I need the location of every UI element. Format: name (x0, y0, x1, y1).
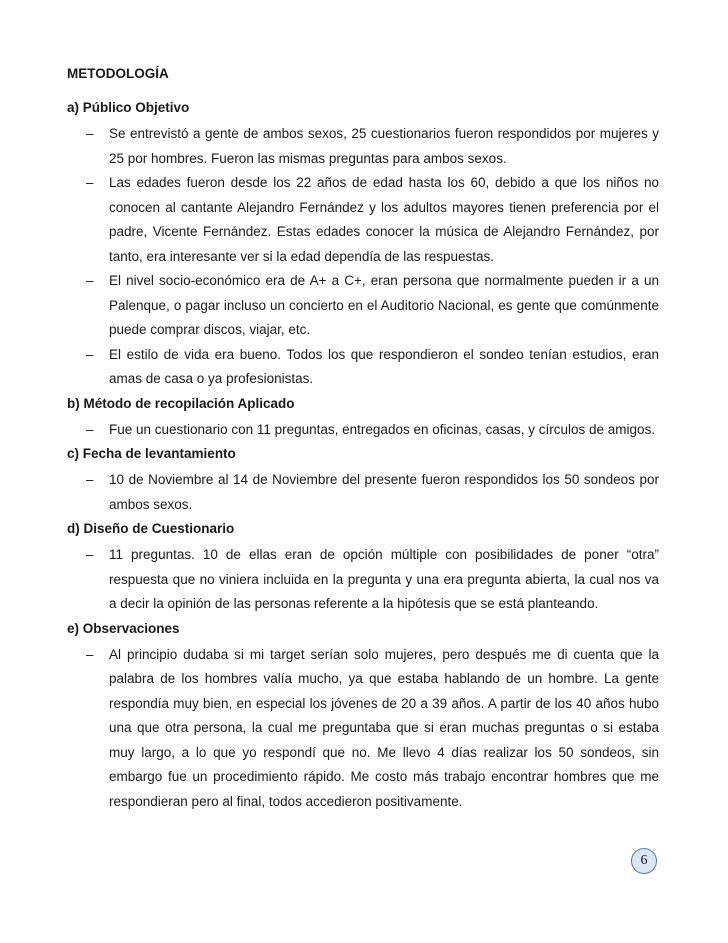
list-item-text: Fue un cuestionario con 11 preguntas, entregados en oficinas, casas, y círculos de amigos. (109, 421, 656, 437)
list-item-text: El nivel socio-económico era de A+ a C+, eran persona que normalmente pueden ir a un Palenque, o pagar incluso un concierto en el Auditorio Nacional, es gente que comúnmente puede comprar discos, viajar, etc. (109, 273, 659, 337)
list-item (67, 643, 659, 815)
list-item (67, 343, 659, 392)
dash-bullet-icon: – (86, 273, 94, 288)
document-page (67, 64, 659, 816)
dash-bullet-icon: – (86, 175, 94, 190)
bullet-list (67, 643, 659, 815)
list-item (67, 543, 659, 617)
dash-bullet-icon: – (86, 472, 94, 487)
dash-bullet-icon: – (86, 421, 94, 437)
list-item (67, 122, 659, 171)
bullet-list (67, 543, 659, 617)
list-item (67, 418, 659, 443)
section-heading: c) Fecha de levantamiento (67, 446, 236, 461)
document-title: METODOLOGÍA (67, 66, 169, 81)
list-item (67, 468, 659, 517)
dash-bullet-icon: – (86, 646, 94, 662)
list-item (67, 171, 659, 269)
page-number-badge: 6 (631, 848, 657, 874)
bullet-list (67, 468, 659, 517)
dash-bullet-icon: – (86, 346, 94, 362)
section-heading: d) Diseño de Cuestionario (67, 521, 235, 536)
list-item-text: El estilo de vida era bueno. Todos los que respondieron el sondeo tenían estudios, eran amas de casa o ya profesionistas. (109, 346, 659, 386)
list-item-text: Al principio dudaba si mi target serían solo mujeres, pero después me di cuenta que la palabra de los hombres valía mucho, ya que estaba hablando de un hombre. La gente respondía muy bien, en especial los jóvenes de 20 a 39 años. A partir de los 40 años hubo una que otra persona, la cual me preguntaba que si eran muchas preguntas o si estaba muy largo, a lo que yo respondí que no. Me llevo 4 días realizar los 50 sondeos, sin embargo fue un procedimiento rápido. Me costo más trabajo encontrar hombres que me respondieran pero al final, todos accedieron positivamente. (109, 646, 659, 809)
dash-bullet-icon: – (86, 126, 94, 141)
section-heading: e) Observaciones (67, 620, 180, 636)
list-item-text: Las edades fueron desde los 22 años de edad hasta los 60, debido a que los niños no conocen al cantante Alejandro Fernández y los adultos mayores tienen preferencia por el padre, Vicente Fernández. Estas edades conocer la música de Alejandro Fernández, por tanto, era interesante ver si la edad dependía de las respuestas. (109, 175, 659, 264)
list-item (67, 269, 659, 343)
bullet-list (67, 418, 659, 443)
sections-container (67, 98, 659, 814)
list-item-text: 10 de Noviembre al 14 de Noviembre del presente fueron respondidos los 50 sondeos por ambos sexos. (109, 472, 659, 512)
section-heading: a) Público Objetivo (67, 100, 190, 115)
list-item-text: Se entrevistó a gente de ambos sexos, 25 cuestionarios fueron respondidos por mujeres y 25 por hombres. Fueron las mismas preguntas para ambos sexos. (109, 126, 659, 166)
bullet-list (67, 122, 659, 392)
dash-bullet-icon: – (86, 547, 94, 562)
list-item-text: 11 preguntas. 10 de ellas eran de opción múltiple con posibilidades de poner “otra” respuesta que no viniera incluida en la pregunta y una era pregunta abierta, la cual nos va a decir la opinión de las personas referente a la hipótesis que se está planteando. (109, 547, 659, 611)
section-heading: b) Método de recopilación Aplicado (67, 395, 295, 411)
